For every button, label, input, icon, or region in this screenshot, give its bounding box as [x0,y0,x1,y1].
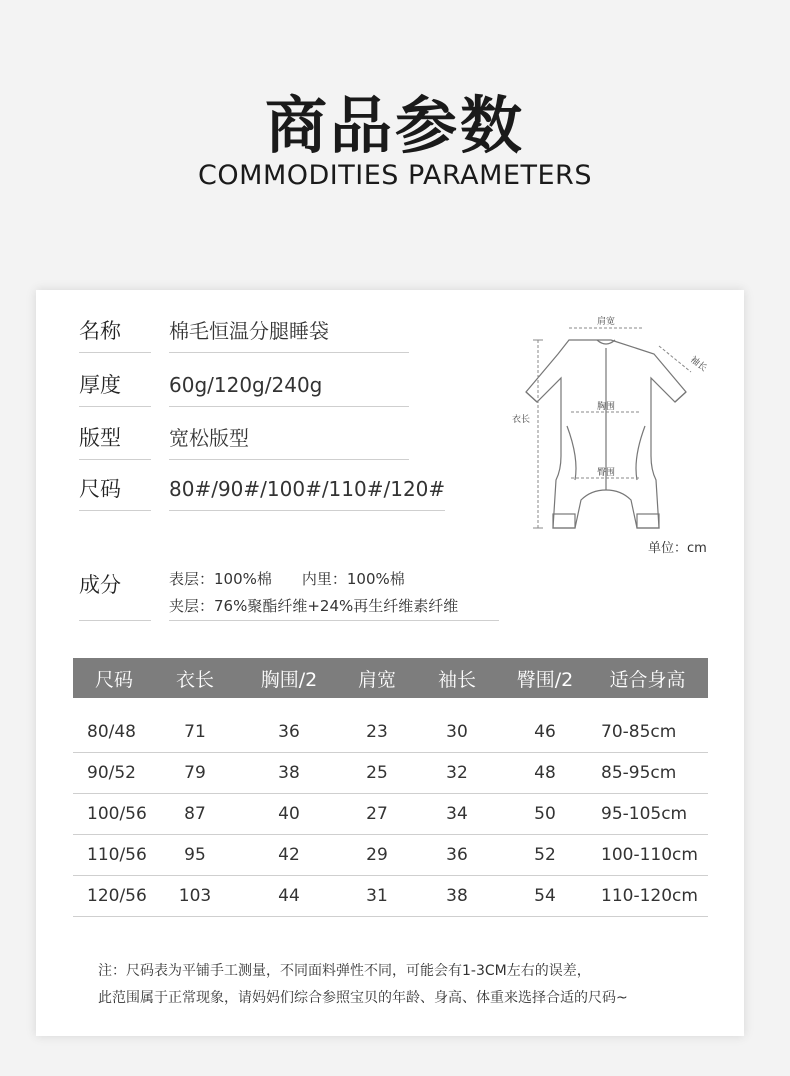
param-label: 尺码 [79,474,151,511]
diagram-label-chest: 胸围 [596,402,616,412]
table-cell: 31 [343,876,411,917]
composition-label: 成分 [79,562,151,621]
param-value: 棉毛恒温分腿睡袋 [169,316,409,353]
table-row [73,753,708,794]
table-cell: 90/52 [73,753,155,794]
table-row [73,876,708,917]
table-cell: 44 [235,876,343,917]
left-leg-cuff [553,514,575,528]
right-leg-cuff [637,514,659,528]
diagram-label-hip: 臀围 [596,468,616,478]
table-cell: 110/56 [73,835,155,876]
diagram-label-length: 衣长 [511,415,531,425]
table-cell: 40 [235,794,343,835]
table-header-cell: 适合身高 [587,658,708,698]
table-header-cell: 胸围/2 [235,658,343,698]
composition-value [169,562,499,621]
table-cell: 34 [411,794,503,835]
table-cell: 70-85cm [587,712,708,753]
unit-label: 单位：cm [648,541,707,556]
table-cell: 103 [155,876,235,917]
table-cell: 79 [155,753,235,794]
table-cell: 100/56 [73,794,155,835]
param-value: 60g/120g/240g [169,370,409,407]
table-header-cell: 衣长 [155,658,235,698]
table-cell: 95-105cm [587,794,708,835]
table-cell: 42 [235,835,343,876]
sleeve-measure-line [659,346,691,372]
composition-line-2: 夹层：76%聚酯纤维+24%再生纤维素纤维 [169,597,459,615]
page-subtitle: COMMODITIES PARAMETERS [198,160,592,191]
table-cell: 54 [503,876,587,917]
table-header-row [73,658,708,698]
table-cell: 46 [503,712,587,753]
table-cell: 71 [155,712,235,753]
table-row [73,794,708,835]
table-row [73,835,708,876]
table-row [73,712,708,753]
table-cell: 38 [235,753,343,794]
table-header-cell: 臀围/2 [503,658,587,698]
table-cell: 25 [343,753,411,794]
param-label: 厚度 [79,370,151,407]
table-cell: 80/48 [73,712,155,753]
table-cell: 52 [503,835,587,876]
size-table [73,658,708,917]
table-cell: 38 [411,876,503,917]
garment-diagram [491,308,721,558]
table-cell: 30 [411,712,503,753]
table-cell: 27 [343,794,411,835]
table-cell: 50 [503,794,587,835]
table-cell: 29 [343,835,411,876]
table-cell: 85-95cm [587,753,708,794]
table-cell: 48 [503,753,587,794]
table-header-cell: 肩宽 [343,658,411,698]
composition-line-1: 表层：100%棉 内里：100%棉 [169,570,405,588]
table-cell: 32 [411,753,503,794]
table-header-cell: 袖长 [411,658,503,698]
left-pocket-line [567,426,576,480]
table-cell: 36 [235,712,343,753]
table-cell: 95 [155,835,235,876]
parameter-card [36,290,744,1036]
table-cell: 100-110cm [587,835,708,876]
table-cell: 87 [155,794,235,835]
size-note-line-1: 注：尺码表为平铺手工测量，不同面料弹性不同，可能会有1-3CM左右的误差， [98,963,591,979]
right-pocket-line [636,426,645,480]
table-header-cell: 尺码 [73,658,155,698]
table-cell: 36 [411,835,503,876]
diagram-label-sleeve: 袖长 [688,354,709,374]
right-cuff [675,392,686,402]
size-note [98,958,628,1012]
table-cell: 110-120cm [587,876,708,917]
left-cuff [526,392,537,402]
param-label: 名称 [79,316,151,353]
diagram-label-shoulder: 肩宽 [596,317,616,327]
size-note-line-2: 此范围属于正常现象，请妈妈们综合参照宝贝的年龄、身高、体重来选择合适的尺码~ [98,990,628,1006]
param-label: 版型 [79,423,151,460]
table-cell: 120/56 [73,876,155,917]
param-value: 80#/90#/100#/110#/120# [169,474,445,511]
table-cell: 23 [343,712,411,753]
param-value: 宽松版型 [169,423,409,460]
page-title: 商品参数 [264,89,525,162]
